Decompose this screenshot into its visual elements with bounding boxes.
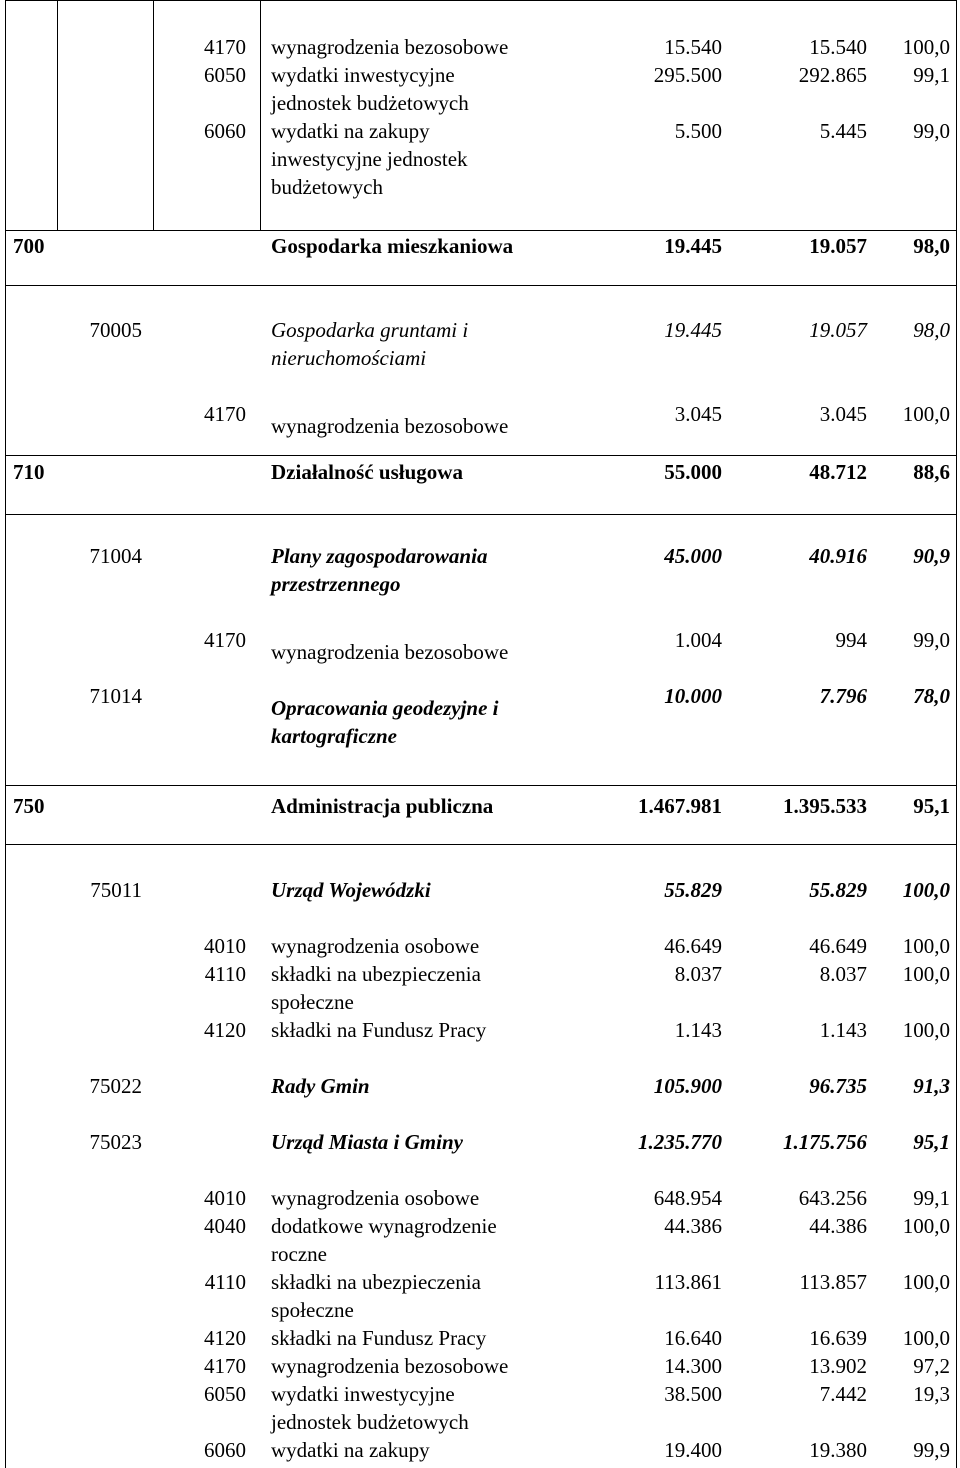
plan-value: 19.400 [664,1438,722,1462]
plan-value: 14.300 [664,1354,722,1378]
plan-value: 8.037 [674,962,722,986]
divider-before-750 [5,785,957,786]
item-name: wynagrodzenia osobowe [271,1186,480,1210]
percent-value: 97,2 [913,1354,950,1378]
percent-value: 91,3 [913,1074,950,1098]
grid-line-right-edge [956,0,957,1468]
item-name: wynagrodzenia bezosobowe [271,35,509,59]
percent-value: 88,6 [913,460,950,484]
item-name: wynagrodzenia bezosobowe [271,1354,509,1378]
execution-value: 19.057 [809,318,867,342]
execution-value: 46.649 [809,934,867,958]
item-name: wydatki na zakupy [271,1438,430,1462]
item-name-continued: inwestycyjne jednostek [271,147,468,171]
paragraph-code: 6060 [204,1438,246,1462]
item-name: składki na Fundusz Pracy [271,1326,487,1350]
budget-table [5,0,957,1468]
percent-value: 100,0 [902,934,950,958]
chapter-name: Rady Gmin [271,1074,370,1098]
plan-value: 113.861 [654,1270,722,1294]
plan-value: 1.235.770 [638,1130,722,1154]
chapter-name: Opracowania geodezyjne i [271,696,499,720]
execution-value: 1.395.533 [783,794,867,818]
chapter-name-continued: przestrzennego [271,572,401,596]
chapter-code: 75023 [89,1130,142,1154]
division-name: Gospodarka mieszkaniowa [271,234,514,258]
item-name: składki na ubezpieczenia [271,962,481,986]
division-name: Administracja publiczna [271,794,494,818]
percent-value: 100,0 [902,1326,950,1350]
percent-value: 98,0 [913,234,950,258]
paragraph-code: 6050 [204,1382,246,1406]
percent-value: 100,0 [902,1018,950,1042]
plan-value: 46.649 [664,934,722,958]
plan-value: 1.143 [674,1018,722,1042]
execution-value: 7.442 [819,1382,867,1406]
item-name-continued: społeczne [271,990,354,1014]
percent-value: 95,1 [913,1130,950,1154]
percent-value: 98,0 [913,318,950,342]
item-name: dodatkowe wynagrodzenie [271,1214,497,1238]
percent-value: 99,0 [913,119,950,143]
execution-value: 44.386 [809,1214,867,1238]
percent-value: 99,9 [913,1438,950,1462]
plan-value: 16.640 [664,1326,722,1350]
divider-after-700 [5,285,957,286]
percent-value: 95,1 [913,794,950,818]
execution-value: 19.380 [809,1438,867,1462]
grid-line-left-edge [5,0,6,1468]
execution-value: 1.175.756 [783,1130,867,1154]
plan-value: 55.829 [664,878,722,902]
percent-value: 100,0 [902,35,950,59]
percent-value: 100,0 [902,1214,950,1238]
execution-value: 1.143 [819,1018,867,1042]
percent-value: 100,0 [902,878,950,902]
percent-value: 99,0 [913,628,950,652]
item-name: wynagrodzenia bezosobowe [271,414,509,438]
divider-top [5,0,957,1]
item-name: wydatki na zakupy [271,119,430,143]
chapter-code: 71004 [89,544,142,568]
divider-after-750 [5,844,957,845]
division-code: 700 [13,234,45,258]
plan-value: 1.004 [674,628,722,652]
chapter-name: Plany zagospodarowania [271,544,488,568]
plan-value: 10.000 [664,684,722,708]
paragraph-code: 4170 [204,35,246,59]
paragraph-code: 4170 [204,402,246,426]
division-code: 750 [13,794,45,818]
execution-value: 55.829 [809,878,867,902]
percent-value: 100,0 [902,962,950,986]
plan-value: 45.000 [664,544,722,568]
divider-before-700 [5,230,957,231]
execution-value: 15.540 [809,35,867,59]
grid-line-after-chapter [153,0,154,230]
plan-value: 44.386 [664,1214,722,1238]
item-name: składki na Fundusz Pracy [271,1018,487,1042]
execution-value: 113.857 [799,1270,867,1294]
percent-value: 19,3 [913,1382,950,1406]
plan-value: 295.500 [653,63,722,87]
division-name: Działalność usługowa [271,460,463,484]
chapter-code: 71014 [89,684,142,708]
item-name-continued: budżetowych [271,175,383,199]
paragraph-code: 6060 [204,119,246,143]
item-name-continued: jednostek budżetowych [271,1410,469,1434]
execution-value: 16.639 [809,1326,867,1350]
paragraph-code: 4170 [204,1354,246,1378]
chapter-name: Urząd Miasta i Gminy [271,1130,463,1154]
item-name: wynagrodzenia osobowe [271,934,480,958]
divider-after-710 [5,514,957,515]
grid-line-after-division [57,0,58,230]
item-name: składki na ubezpieczenia [271,1270,481,1294]
execution-value: 48.712 [809,460,867,484]
paragraph-code: 4110 [204,962,246,986]
plan-value: 3.045 [674,402,722,426]
paragraph-code: 4010 [204,1186,246,1210]
plan-value: 19.445 [664,318,722,342]
item-name: wydatki inwestycyjne [271,1382,455,1406]
item-name: wynagrodzenia bezosobowe [271,640,509,664]
plan-value: 38.500 [664,1382,722,1406]
percent-value: 90,9 [913,544,950,568]
execution-value: 994 [835,628,867,652]
percent-value: 100,0 [902,402,950,426]
chapter-code: 70005 [89,318,142,342]
execution-value: 40.916 [809,544,867,568]
execution-value: 19.057 [809,234,867,258]
execution-value: 3.045 [819,402,867,426]
plan-value: 15.540 [664,35,722,59]
paragraph-code: 4040 [204,1214,246,1238]
chapter-name-continued: kartograficzne [271,724,397,748]
paragraph-code: 4170 [204,628,246,652]
execution-value: 13.902 [809,1354,867,1378]
percent-value: 100,0 [902,1270,950,1294]
percent-value: 78,0 [913,684,950,708]
plan-value: 5.500 [674,119,722,143]
division-code: 710 [13,460,45,484]
chapter-name-continued: nieruchomościami [271,346,427,370]
paragraph-code: 4110 [204,1270,246,1294]
paragraph-code: 4120 [204,1326,246,1350]
grid-line-after-paragraph [260,0,261,230]
chapter-code: 75022 [89,1074,142,1098]
plan-value: 55.000 [664,460,722,484]
chapter-code: 75011 [90,878,142,902]
chapter-name: Urząd Wojewódzki [271,878,431,902]
execution-value: 7.796 [819,684,867,708]
divider-before-710 [5,455,957,456]
percent-value: 99,1 [913,63,950,87]
plan-value: 648.954 [653,1186,722,1210]
plan-value: 1.467.981 [638,794,722,818]
item-name-continued: społeczne [271,1298,354,1322]
item-name-continued: jednostek budżetowych [271,91,469,115]
paragraph-code: 4120 [204,1018,246,1042]
chapter-name: Gospodarka gruntami i [271,318,469,342]
plan-value: 105.900 [653,1074,722,1098]
execution-value: 96.735 [809,1074,867,1098]
execution-value: 8.037 [819,962,867,986]
paragraph-code: 4010 [204,934,246,958]
execution-value: 5.445 [819,119,867,143]
item-name: wydatki inwestycyjne [271,63,455,87]
execution-value: 292.865 [798,63,867,87]
percent-value: 99,1 [913,1186,950,1210]
plan-value: 19.445 [664,234,722,258]
paragraph-code: 6050 [204,63,246,87]
execution-value: 643.256 [798,1186,867,1210]
item-name-continued: roczne [271,1242,327,1266]
